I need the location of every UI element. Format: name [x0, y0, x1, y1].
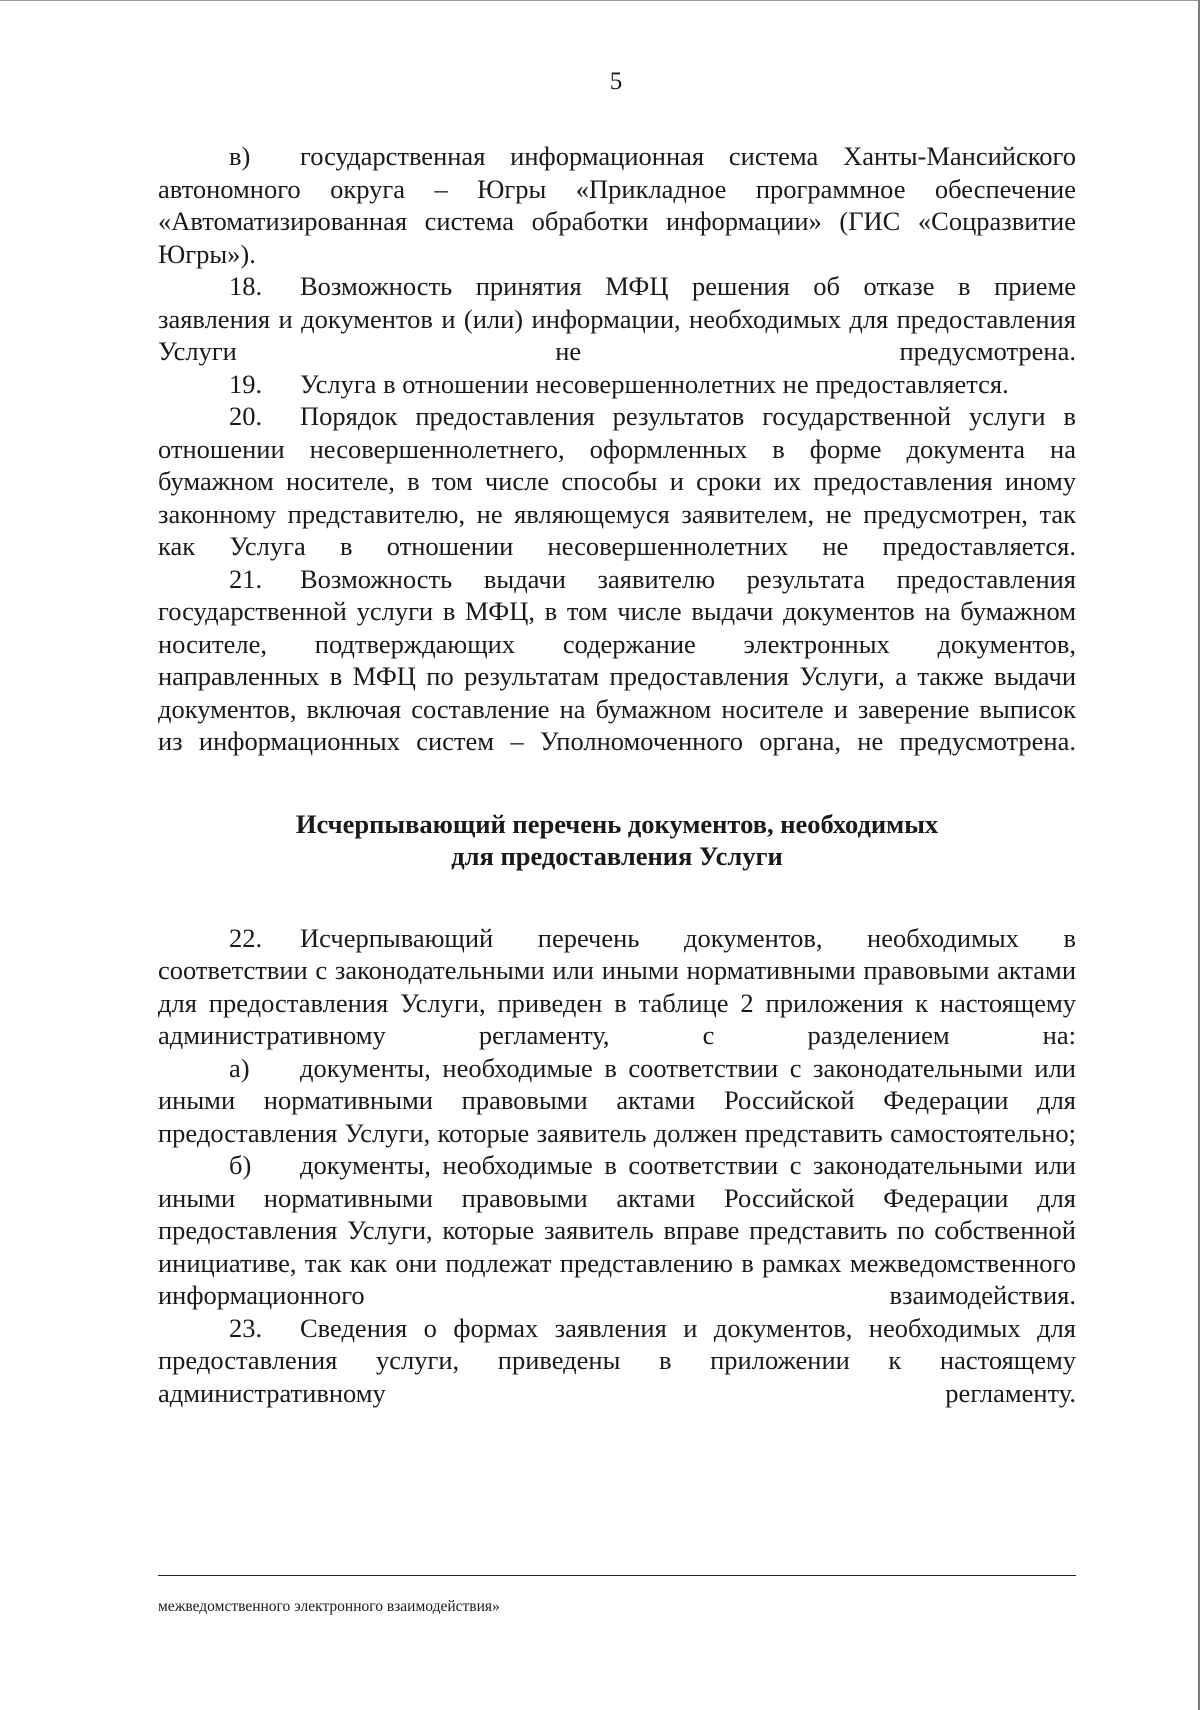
paragraph-marker: 22. — [229, 922, 263, 953]
paragraph-23 — [158, 1312, 1076, 1410]
paragraph-b — [158, 1149, 1076, 1312]
paragraph-text: Услуга в отношении несовершеннолетних не предоставляется. — [300, 368, 1009, 399]
paragraph-text: государственная информационная система Ханты-Мансийского автономного округа – Югры «Прикладное программное обеспечение «Автоматизированная система обработки информации» (ГИС «Соцразвитие Югры»). — [158, 141, 1076, 269]
paragraph-text: документы, необходимые в соответствии с законодательными или иными нормативными правовыми актами Российской Федерации для предоставления Услуги, которые заявитель вправе представить по собственной инициативе, так как они подлежат представлению в рамках межведомственного информационного взаимодействия. — [158, 1150, 1076, 1310]
paragraph-marker: 20. — [229, 401, 263, 431]
paragraph-marker: 19. — [229, 368, 263, 399]
section-heading — [158, 808, 1076, 872]
paragraph-marker: б) — [229, 1150, 252, 1180]
paragraph-19 — [158, 368, 1076, 401]
paragraph-22 — [158, 922, 1076, 1052]
paragraph-text: Исчерпывающий перечень документов, необходимых в соответствии с законодательными или иными нормативными правовыми актами для предоставления Услуги, приведен в таблице 2 приложения к настоящему административному регламенту, с разделением на: — [158, 922, 1076, 1050]
paragraph-text: Сведения о формах заявления и документов, необходимых для предоставления услуги, приведены в приложении к настоящему административному регламенту. — [158, 1312, 1076, 1408]
paragraph-20 — [158, 400, 1076, 563]
section-heading-line-2: для предоставления Услуги — [451, 840, 783, 871]
section-heading-line-1: Исчерпывающий перечень документов, необходимых — [295, 808, 939, 839]
paragraph-marker: 21. — [229, 563, 263, 594]
paragraph-marker: а) — [229, 1052, 250, 1083]
footnote-text: межведомственного электронного взаимодействия» — [158, 1598, 500, 1615]
paragraph-v — [158, 140, 1076, 270]
footnote-divider — [158, 1575, 1076, 1576]
paragraph-a — [158, 1052, 1076, 1150]
paragraph-marker: 18. — [229, 271, 263, 301]
scan-edge-top — [0, 0, 1200, 1]
page-number: 5 — [609, 68, 623, 95]
paragraph-18 — [158, 270, 1076, 368]
paragraph-marker: 23. — [229, 1312, 263, 1343]
paragraph-21 — [158, 563, 1076, 758]
paragraph-text: Возможность выдачи заявителю результата предоставления государственной услуги в МФЦ, в том числе выдачи документов на бумажном носителе, подтверждающих содержание электронных документов, направленных в МФЦ по результатам предоставления Услуги, а также выдачи документов, включая составление на бумажном носителе и заверение выписок из информационных систем – Уполномоченного органа, не предусмотрена. — [158, 563, 1076, 756]
paragraph-marker: в) — [229, 141, 251, 171]
paragraph-text: Возможность принятия МФЦ решения об отказе в приеме заявления и документов и (или) информации, необходимых для предоставления Услуги не предусмотрена. — [158, 271, 1076, 366]
paragraph-text: документы, необходимые в соответствии с законодательными или иными нормативными правовыми актами Российской Федерации для предоставления Услуги, которые заявитель должен представить самостоятельно; — [158, 1052, 1076, 1148]
document-body — [158, 140, 1076, 1409]
paragraph-text: Порядок предоставления результатов государственной услуги в отношении несовершеннолетнего, оформленных в форме документа на бумажном носителе, в том числе способы и сроки их предоставления иному законному представителю, не являющемуся заявителем, не предусмотрен, так как Услуга в отношении несовершеннолетних не предоставляется. — [158, 401, 1076, 561]
